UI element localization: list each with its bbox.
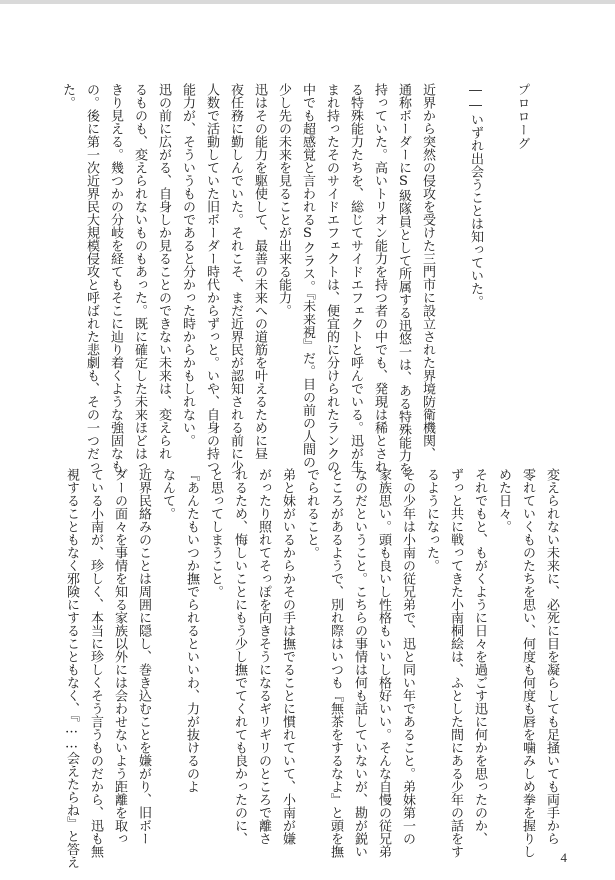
text-line: まれ持ったそのサイドエフェクトは、便宜的に分けられたランクの: [324, 83, 339, 473]
text-line: るものも、変えられないものもあった。既に確定した未来ほどはっ: [132, 83, 147, 473]
text-line: ずっと共に戦ってきた小南桐絵は、ふとした間にある少年の話をす: [448, 468, 463, 858]
text-line: れるため、悔しいことにもう少し撫でてくれても良かったのに、: [232, 468, 247, 845]
page-number: 4: [560, 850, 567, 865]
text-line: ている小南が、珍しく、本当に珍しくそう言うものだから、迅も無: [88, 468, 103, 858]
text-line: 迅はその能力を駆使して、最善の未来への道筋を叶えるために昼: [252, 83, 267, 460]
text-line: た。: [60, 83, 75, 109]
text-line: 能力が、そういうものであると分かった時からかもしれない。: [180, 83, 195, 447]
text-line: るようになった。: [424, 468, 439, 572]
chapter-subtitle: ――いずれ出会うことは知っていた。: [468, 83, 483, 308]
text-line: の。後に第一次近界民大規模侵攻と呼ばれた悲劇も、その一つだっ: [84, 83, 99, 473]
chapter-title: プロローグ: [516, 83, 531, 151]
subtitle-spacer: [439, 83, 463, 463]
text-line: 視することもなく邪険にすることもなく、『……会えたらね』と答え: [64, 468, 79, 869]
text-line: 中でも超感覚と言われるSクラス。『未来視』だ。目の前の人間の: [300, 83, 315, 469]
text-line: 『あんたもいつか撫でられるといいわ、力が抜けるのよ: [184, 468, 199, 793]
text-line: 少し先の未来を見ることが出来る能力。: [276, 83, 291, 317]
text-line: ダーの面々を事情を知る家族以外には会わせないよう距離を取っ: [112, 468, 127, 845]
text-line: がったり照れてそっぽを向きそうになるギリギリのところで離さ: [256, 468, 271, 845]
text-line: 夜任務に勤しんでいた。それこそ、まだ近界民が認知される前に少: [228, 83, 243, 473]
text-line: る特殊能力たちを、総じてサイドエフェクトと呼んでいる。迅が生: [348, 83, 363, 473]
text-line: きり見える。幾つかの分岐を経てもそこに辿り着くような強固なも: [108, 83, 123, 473]
text-line: ところがあるようで、別れ際はいつも『無茶をするなよ』と頭を撫: [328, 468, 343, 858]
text-line: 近界から突然の侵攻を受けた三門市に設立された界境防衛機関、: [420, 83, 435, 460]
text-line: 持っていた。高いトリオン能力を持つ者の中でも、発現は稀とされ: [372, 83, 387, 473]
text-line: と思ってしまうこと。: [208, 468, 223, 598]
text-line: その少年は小南の従兄弟で、迅と同い年であること。弟妹第一の: [400, 468, 415, 845]
top-border: [0, 0, 615, 4]
lower-text-column: [59, 468, 563, 869]
text-line: 迅の前に広がる、自身しか見ることのできない未来は、変えられ: [156, 83, 171, 460]
text-line: めた日々。: [496, 468, 511, 533]
text-line: なんて。: [160, 468, 175, 520]
text-line: 通称ボーダーにS級隊員として所属する迅悠一は、ある特殊能力を: [396, 83, 411, 475]
text-line: 家族思い。頭も良いし性格もいいし格好いい。そんな自慢の従兄弟: [376, 468, 391, 858]
text-line: 弟と妹がいるからかその手は撫でることに慣れていて、小南が嫌: [280, 468, 295, 845]
text-line: 変えられない未来に、必死に目を凝らしても足掻いても両手から: [544, 468, 559, 845]
text-line: 零れていくものたちを思い、何度も何度も唇を噛みしめ拳を握りし: [520, 468, 535, 858]
upper-text-column: [55, 83, 535, 475]
text-line: それでもと、もがくように日々を過ごす迅に何かを思ったのか、: [472, 468, 487, 845]
title-spacer: [487, 83, 511, 463]
text-line: 近界民絡みのことは周囲に隠し、巻き込むことを嫌がり、旧ボー: [136, 468, 151, 845]
text-line: でられること。: [304, 468, 319, 559]
text-line: なのだということ。こちらの事情は何も話していないが、勘が鋭い: [352, 468, 367, 858]
text-line: 人数で活動していた旧ボーダー時代からずっと。いや、自身の持つ: [204, 83, 219, 473]
